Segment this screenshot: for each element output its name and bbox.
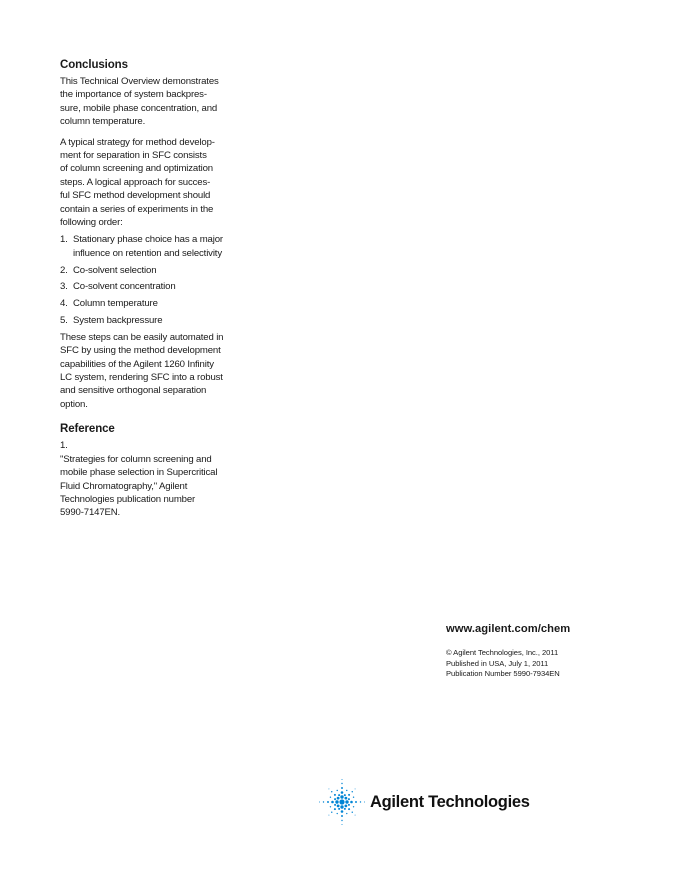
spark-dot bbox=[352, 791, 353, 792]
spark-dot bbox=[340, 795, 343, 798]
spark-dot bbox=[337, 797, 340, 800]
list-item bbox=[60, 314, 240, 327]
list-item-text: Column temperature bbox=[73, 298, 158, 310]
reference-number: 1. bbox=[60, 440, 68, 452]
spark-dot bbox=[341, 787, 343, 789]
spark-dot bbox=[341, 815, 343, 817]
spark-dot bbox=[348, 808, 350, 810]
spark-dot bbox=[344, 794, 346, 796]
spark-dot bbox=[341, 810, 344, 813]
spark-dot bbox=[331, 801, 334, 804]
spark-dot bbox=[337, 813, 338, 814]
conclusions-paragraph-3: These steps can be easily automated in SFC by using the method development capabilities of the Agilent 1260 Infinity LC system, rendering SFC into a robust and sensitive orthogonal separation option. bbox=[60, 331, 224, 410]
spark-dot bbox=[338, 794, 340, 796]
list-item-text: Co-solvent concentration bbox=[73, 281, 176, 293]
spark-dot bbox=[334, 798, 336, 800]
spark-dot bbox=[328, 815, 329, 816]
spark-dot bbox=[342, 779, 343, 780]
spark-dot bbox=[350, 801, 353, 804]
spark-dot bbox=[342, 824, 343, 825]
spark-dot bbox=[348, 794, 350, 796]
spark-dot bbox=[334, 804, 336, 806]
spark-dot bbox=[330, 806, 331, 807]
spark-dot bbox=[337, 804, 340, 807]
list-item-number: 4. bbox=[60, 298, 68, 310]
conclusions-paragraph-2: A typical strategy for method develop- ment for separation in SFC consists of column screening and optimization steps. A logical approach for succes- ful SFC method development should contain a series of experiments in the following order: bbox=[60, 136, 215, 229]
footer-info bbox=[446, 623, 646, 680]
logo-wordmark: Agilent Technologies bbox=[370, 792, 530, 811]
spark-dot bbox=[331, 791, 332, 792]
list-item bbox=[60, 297, 240, 310]
spark-dot bbox=[341, 783, 342, 784]
spark-dot bbox=[353, 797, 354, 798]
spark-dot bbox=[330, 797, 331, 798]
list-item bbox=[60, 233, 240, 260]
spark-dot bbox=[319, 802, 320, 803]
list-item-text: Stationary phase choice has a major influence on retention and selectivity bbox=[73, 234, 223, 259]
spark-dot bbox=[348, 804, 350, 806]
copyright-text: © Agilent Technologies, Inc., 2011 bbox=[446, 648, 559, 657]
spark-dot bbox=[323, 801, 324, 802]
spark-dot bbox=[344, 808, 346, 810]
list-item-text: System backpressure bbox=[73, 315, 163, 327]
list-item bbox=[60, 280, 240, 293]
spark-dot bbox=[334, 808, 336, 810]
spark-dot bbox=[355, 815, 356, 816]
spark-dot bbox=[346, 813, 347, 814]
spark-dot bbox=[327, 801, 329, 803]
list-item-number: 1. bbox=[60, 234, 68, 246]
website-link[interactable]: www.agilent.com/chem bbox=[446, 623, 571, 635]
spark-dot bbox=[335, 800, 338, 803]
spark-dot bbox=[339, 799, 344, 804]
spark-dot bbox=[353, 806, 354, 807]
reference-heading: Reference bbox=[60, 423, 115, 436]
spark-dot bbox=[331, 812, 332, 813]
spark-dot bbox=[334, 794, 336, 796]
spark-dot bbox=[341, 820, 342, 821]
reference-text: "Strategies for column screening and mobile phase selection in Supercritical Fluid Chromatography," Agilent Technologies publication number 5990-7147EN. bbox=[60, 453, 218, 519]
spark-dot bbox=[344, 804, 347, 807]
spark-dot bbox=[341, 791, 344, 794]
spark-dot bbox=[364, 802, 365, 803]
conclusions-paragraph-1: This Technical Overview demonstrates the importance of system backpres- sure, mobile phase concentration, and column temperature. bbox=[60, 76, 219, 128]
publication-details bbox=[446, 648, 646, 680]
spark-dot bbox=[338, 808, 340, 810]
spark-dot bbox=[352, 812, 353, 813]
list-item-number: 5. bbox=[60, 315, 68, 327]
list-item bbox=[60, 264, 240, 277]
spark-dot bbox=[344, 797, 347, 800]
list-item-number: 2. bbox=[60, 264, 68, 276]
spark-dot bbox=[348, 798, 350, 800]
left-text-column bbox=[60, 58, 240, 520]
spark-dot bbox=[360, 801, 361, 802]
spark-dot bbox=[346, 790, 347, 791]
agilent-spark-icon bbox=[318, 778, 366, 826]
spark-dot bbox=[337, 790, 338, 791]
list-item-number: 3. bbox=[60, 281, 68, 293]
publication-number-text: Publication Number 5990-7934EN bbox=[446, 669, 560, 679]
agilent-logo bbox=[318, 778, 530, 826]
published-text: Published in USA, July 1, 2011 bbox=[446, 658, 549, 668]
spark-dot bbox=[328, 788, 329, 789]
spark-dot bbox=[355, 788, 356, 789]
conclusions-heading: Conclusions bbox=[60, 59, 128, 71]
spark-dot bbox=[355, 801, 357, 803]
spark-dot bbox=[345, 800, 348, 803]
steps-list bbox=[60, 233, 240, 327]
spark-dot bbox=[340, 805, 343, 808]
list-item-text: Co-solvent selection bbox=[73, 264, 157, 276]
